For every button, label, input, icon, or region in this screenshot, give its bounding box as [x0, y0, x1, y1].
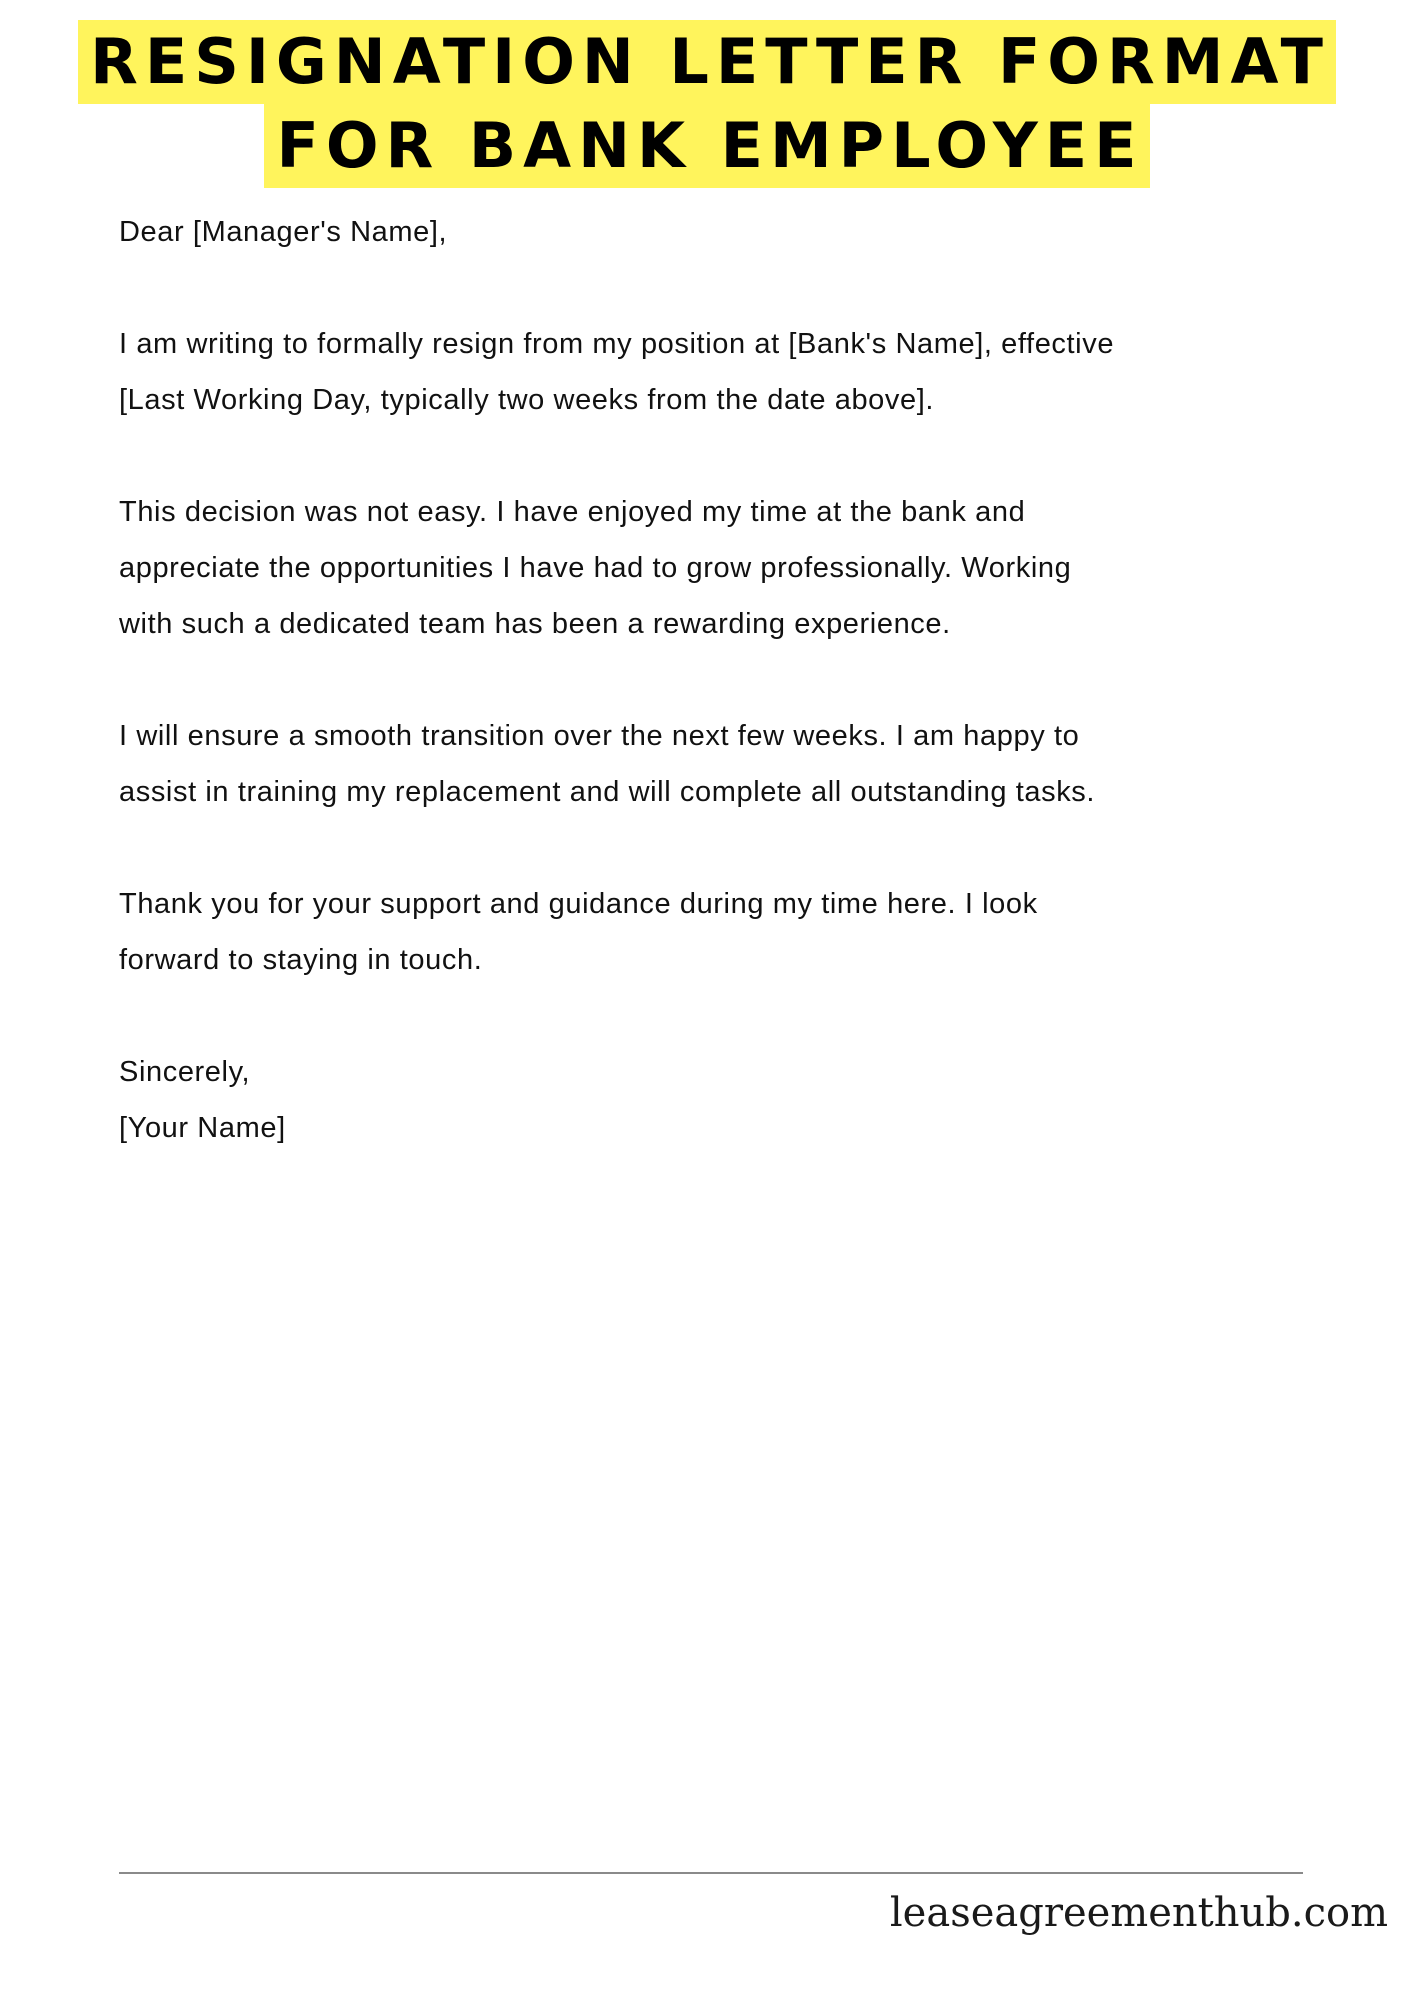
- paragraph-line: assist in training my replacement and will complete all outstanding tasks.: [119, 776, 1096, 808]
- signature-placeholder: [Your Name]: [119, 1112, 286, 1144]
- title-line-1: RESIGNATION LETTER FORMAT: [78, 20, 1336, 104]
- paragraph-line: with such a dedicated team has been a rewarding experience.: [119, 608, 951, 640]
- document-title: [0, 20, 1414, 188]
- title-line-2: FOR BANK EMPLOYEE: [264, 104, 1149, 188]
- footer-divider: [119, 1872, 1303, 1874]
- paragraph-line: This decision was not easy. I have enjoyed my time at the bank and: [119, 496, 1026, 528]
- letter-body: [119, 204, 1319, 1156]
- closing: Sincerely,: [119, 1056, 251, 1088]
- salutation: Dear [Manager's Name],: [119, 216, 448, 248]
- paragraph-line: appreciate the opportunities I have had to grow professionally. Working: [119, 552, 1072, 584]
- paragraph-line: Thank you for your support and guidance during my time here. I look: [119, 888, 1038, 920]
- paragraph-line: forward to staying in touch.: [119, 944, 483, 976]
- paragraph-4: [119, 876, 1319, 988]
- paragraph-line: I am writing to formally resign from my position at [Bank's Name], effective: [119, 328, 1115, 360]
- closing-block: [119, 1044, 1319, 1156]
- paragraph-3: [119, 708, 1319, 820]
- footer-website: leaseagreementhub.com: [889, 1890, 1388, 1936]
- paragraph-line: I will ensure a smooth transition over the next few weeks. I am happy to: [119, 720, 1080, 752]
- paragraph-line: [Last Working Day, typically two weeks from the date above].: [119, 384, 935, 416]
- paragraph-1: [119, 316, 1319, 428]
- paragraph-2: [119, 484, 1319, 652]
